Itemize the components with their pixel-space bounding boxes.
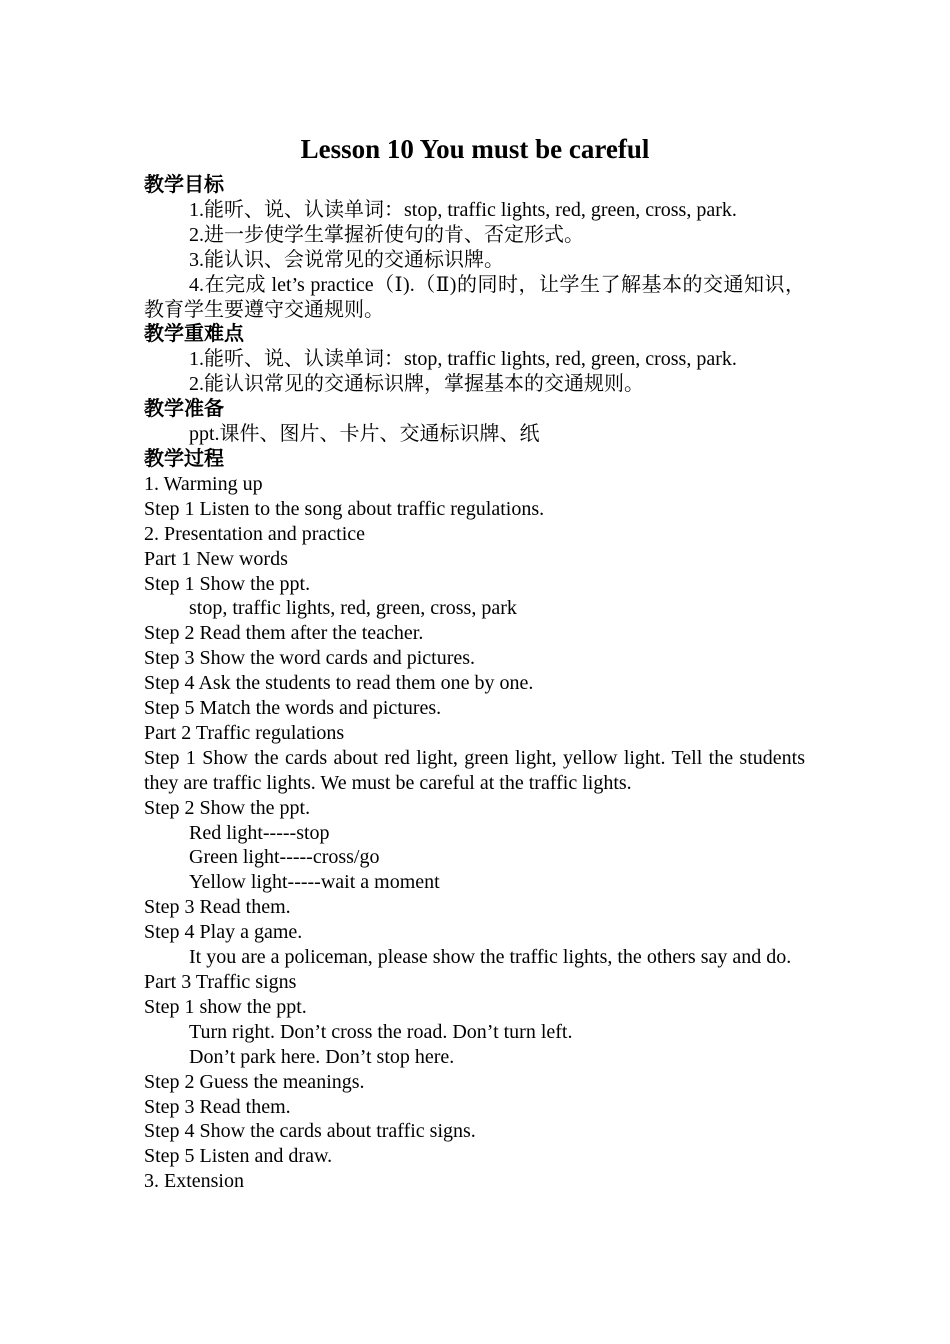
text-line: stop, traffic lights, red, green, cross, park xyxy=(189,597,517,620)
section-heading: 教学准备 xyxy=(144,398,224,421)
section-heading: 教学目标 xyxy=(144,174,224,196)
text-line: Step 2 Show the ppt. xyxy=(144,796,311,819)
text-line: Step 1 Listen to the song about traffic regulations. xyxy=(144,497,545,520)
text-line: Step 5 Match the words and pictures. xyxy=(144,697,442,720)
section-heading: 教学重难点 xyxy=(144,323,244,346)
text-line: 3.能认识、会说常见的交通标识牌。 xyxy=(189,248,504,271)
text-line: 1.能听、说、认读单词：stop, traffic lights, red, green, cross, park. xyxy=(189,198,737,221)
text-line: Part 1 New words xyxy=(144,547,288,570)
text-line: Step 4 Show the cards about traffic signs. xyxy=(144,1120,476,1143)
text-line: 3. Extension xyxy=(144,1170,244,1193)
text-line: 1. Warming up xyxy=(144,472,263,495)
text-line: Step 4 Ask the students to read them one by one. xyxy=(144,672,534,695)
text-line: 2. Presentation and practice xyxy=(144,522,366,545)
text-line: Turn right. Don’t cross the road. Don’t turn left. xyxy=(189,1020,573,1043)
text-line: Yellow light-----wait a moment xyxy=(189,871,440,894)
text-line: 2.进一步使学生掌握祈使句的肯、否定形式。 xyxy=(189,223,584,246)
text-line: Red light-----stop xyxy=(189,821,330,844)
text-line: Step 3 Read them. xyxy=(144,896,291,919)
section-heading: 教学过程 xyxy=(144,447,224,470)
text-line: Step 1 show the ppt. xyxy=(144,995,307,1018)
text-line: Step 2 Read them after the teacher. xyxy=(144,622,424,645)
text-line: Green light-----cross/go xyxy=(189,846,380,869)
text-line: Don’t park here. Don’t stop here. xyxy=(189,1045,455,1068)
text-line: Part 2 Traffic regulations xyxy=(144,721,345,744)
text-line: Step 3 Read them. xyxy=(144,1095,291,1118)
text-line: Step 3 Show the word cards and pictures. xyxy=(144,647,476,670)
text-line: Step 5 Listen and draw. xyxy=(144,1145,333,1168)
text-line: Step 2 Guess the meanings. xyxy=(144,1070,365,1093)
text-line: Step 1 Show the ppt. xyxy=(144,572,311,595)
text-line: 4.在完成 let’s practice（Ⅰ).（Ⅱ)的同时，让学生了解基本的交通知识，教育学生要遵守交通规则。 xyxy=(144,273,805,321)
text-line: Step 4 Play a game. xyxy=(144,921,303,944)
text-line: ppt.课件、图片、卡片、交通标识牌、纸 xyxy=(189,423,540,446)
text-line: 1.能听、说、认读单词：stop, traffic lights, red, green, cross, park. xyxy=(189,348,737,371)
document-title: Lesson 10 You must be careful xyxy=(300,134,650,164)
text-line: 2.能认识常见的交通标识牌，掌握基本的交通规则。 xyxy=(189,373,644,396)
text-line: It you are a policeman, please show the traffic lights, the others say and do. xyxy=(189,946,792,969)
text-line: Step 1 Show the cards about red light, green light, yellow light. Tell the students they are traffic lights. We must be careful at the traffic lights. xyxy=(144,746,805,794)
document-body xyxy=(144,173,805,1194)
text-line: Part 3 Traffic signs xyxy=(144,971,297,993)
